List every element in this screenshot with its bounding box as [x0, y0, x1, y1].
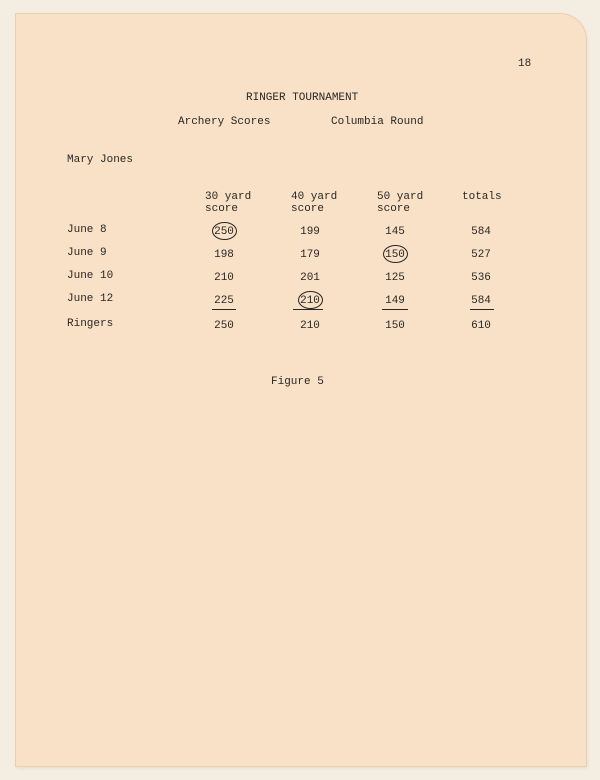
- score-june-12-30: 225: [214, 295, 234, 307]
- page-number: 18: [518, 58, 532, 70]
- score-june-9-30: 198: [214, 249, 234, 261]
- header-50-score: score: [377, 203, 411, 215]
- score-june-8-30: 250: [201, 226, 247, 238]
- score-june-9-50: 150: [372, 249, 418, 261]
- underline-30: [212, 309, 236, 310]
- score-june-10-50: 125: [385, 272, 405, 284]
- figure-caption: Figure 5: [271, 376, 324, 388]
- score-june-10-30: 210: [214, 272, 234, 284]
- score-june-10-40: 201: [300, 272, 320, 284]
- score-june-9-40: 179: [300, 249, 320, 261]
- score-june-12-40: 210: [287, 295, 333, 307]
- header-40-score: score: [291, 203, 325, 215]
- header-30-yard: 30 yard: [205, 191, 252, 203]
- row-label-june-12: June 12: [67, 293, 114, 305]
- subtitle-archery-scores: Archery Scores: [178, 116, 271, 128]
- total-june-12: 584: [471, 295, 491, 307]
- underline-40: [293, 309, 323, 310]
- score-ringers-50: 150: [385, 320, 405, 332]
- score-ringers-40: 210: [300, 320, 320, 332]
- row-label-june-9: June 9: [67, 247, 107, 259]
- score-june-8-50: 145: [385, 226, 405, 238]
- subtitle-columbia-round: Columbia Round: [331, 116, 424, 128]
- header-40-yard: 40 yard: [291, 191, 338, 203]
- document-page: [16, 14, 586, 766]
- header-totals: totals: [462, 191, 502, 203]
- header-50-yard: 50 yard: [377, 191, 424, 203]
- document-title: RINGER TOURNAMENT: [246, 92, 359, 104]
- header-30-score: score: [205, 203, 239, 215]
- row-label-june-8: June 8: [67, 224, 107, 236]
- total-june-8: 584: [471, 226, 491, 238]
- archer-name: Mary Jones: [67, 154, 134, 166]
- underline-totals: [470, 309, 494, 310]
- row-label-ringers: Ringers: [67, 318, 114, 330]
- total-june-10: 536: [471, 272, 491, 284]
- total-ringers: 610: [471, 320, 491, 332]
- score-june-8-40: 199: [300, 226, 320, 238]
- score-ringers-30: 250: [214, 320, 234, 332]
- total-june-9: 527: [471, 249, 491, 261]
- score-june-12-50: 149: [385, 295, 405, 307]
- row-label-june-10: June 10: [67, 270, 114, 282]
- underline-50: [382, 309, 408, 310]
